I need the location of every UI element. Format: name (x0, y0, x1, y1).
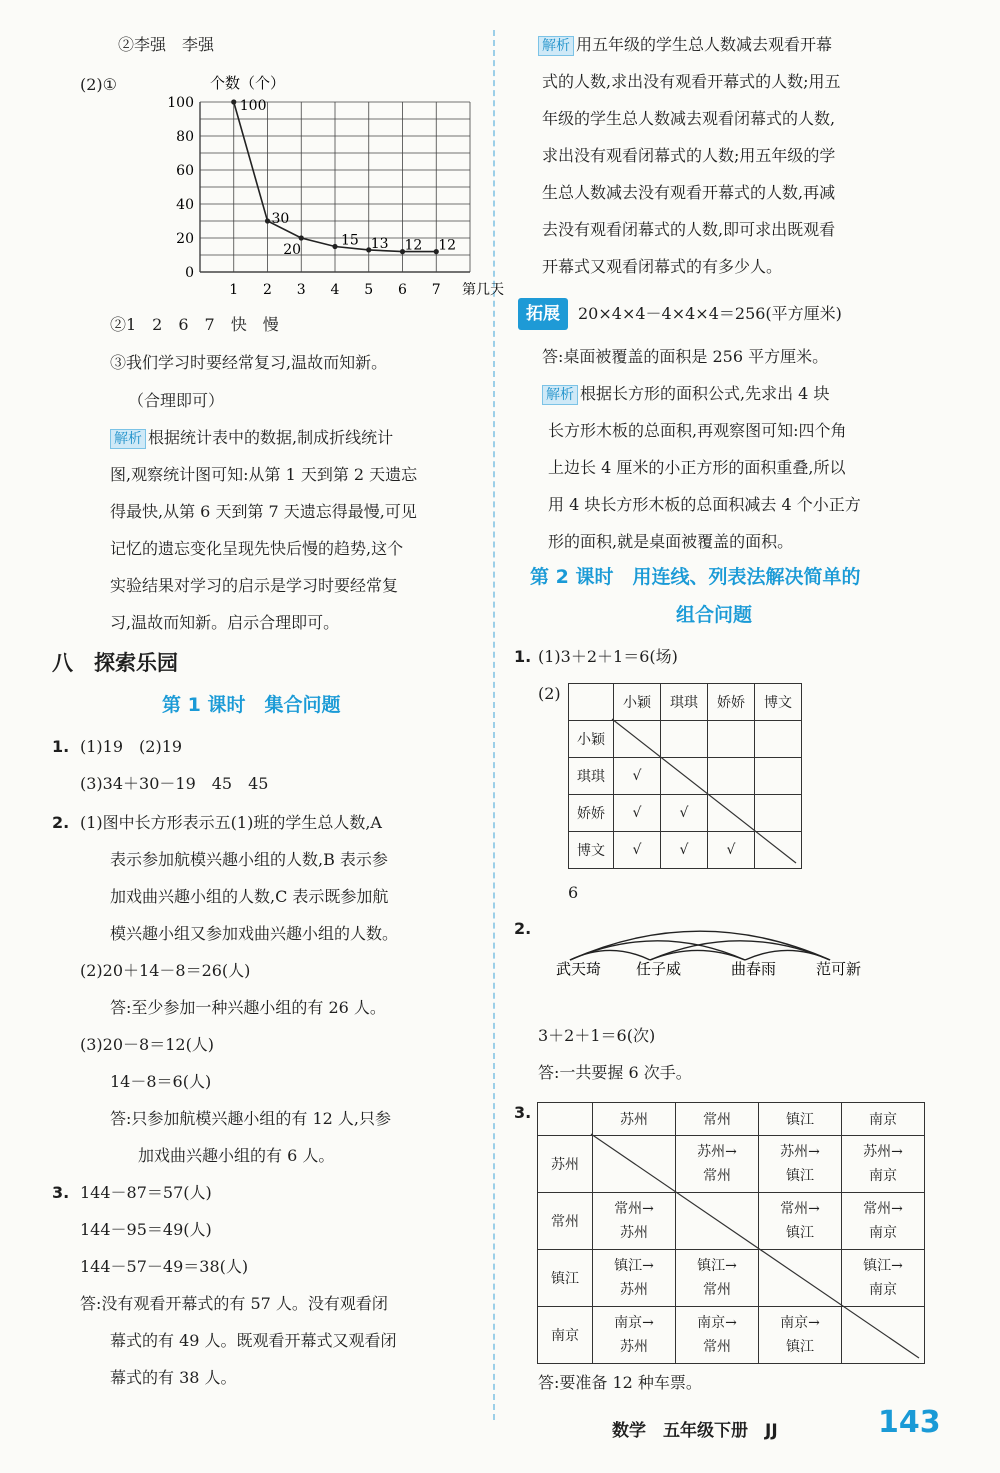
check-mark: √ (614, 832, 661, 869)
data-label: 12 (438, 237, 457, 254)
table-header: 南京 (842, 1103, 925, 1136)
table-cell (661, 758, 708, 795)
ticket-cell: 苏州→ 南京 (842, 1136, 925, 1193)
analysis-tag: 解析 (110, 429, 146, 449)
person-name: 任子威 (636, 960, 682, 978)
analysis-line: 解析 根据长方形的面积公式,先求出 4 块 (542, 383, 829, 405)
answer-line: 144－57－49＝38(人) (80, 1257, 249, 1276)
row-header: 娇娇 (569, 795, 614, 832)
handshake-diagram (536, 920, 862, 990)
footer-subject: 数学 五年级下册 JJ (612, 1421, 778, 1441)
analysis-line: 上边长 4 厘米的小正方形的面积重叠,所以 (548, 458, 846, 477)
row-header: 小颖 (569, 721, 614, 758)
analysis-tag: 解析 (542, 385, 578, 405)
data-point (299, 235, 304, 240)
lesson-title: 第 1 课时 集合问题 (162, 694, 341, 716)
analysis-line: 长方形木板的总面积,再观察图可知:四个角 (548, 421, 847, 440)
table-cell (759, 1250, 842, 1307)
question-number: 2. (514, 919, 532, 938)
table-corner (569, 684, 614, 721)
table-cell (661, 721, 708, 758)
table-cell (708, 795, 755, 832)
table-cell (755, 758, 802, 795)
table-cell (755, 832, 802, 869)
check-mark: √ (614, 758, 661, 795)
analysis-tag: 解析 (538, 36, 574, 56)
lesson-title: 第 2 课时 用连线、列表法解决简单的 (530, 566, 861, 588)
check-mark: √ (614, 795, 661, 832)
data-point (231, 99, 236, 104)
analysis-line: 得最快,从第 6 天到第 7 天遗忘得最慢,可见 (110, 502, 417, 521)
answer-line: ②1 2 6 7 快 慢 (110, 315, 279, 334)
table-corner (538, 1103, 593, 1136)
answer-line: 答:至少参加一种兴趣小组的有 26 人。 (110, 998, 386, 1017)
data-label: 30 (271, 211, 290, 227)
y-tick-label: 40 (176, 197, 194, 213)
table-cell (755, 795, 802, 832)
table-header: 小颖 (614, 684, 661, 721)
question-number: 3. (514, 1103, 532, 1122)
x-tick-label: 4 (330, 282, 340, 298)
table-cell (708, 758, 755, 795)
answer-line: (1)19 (2)19 (80, 737, 183, 756)
analysis-line: 解析 根据统计表中的数据,制成折线统计 (110, 427, 393, 449)
analysis-line: 用 4 块长方形木板的总面积减去 4 个小正方 (548, 495, 861, 514)
row-header: 常州 (538, 1193, 593, 1250)
y-axis-label: 个数（个） (210, 74, 286, 92)
answer-line: 表示参加航模兴趣小组的人数,B 表示参 (110, 850, 388, 869)
question-number: 3. (52, 1183, 70, 1202)
answer-line: 加戏曲兴趣小组的有 6 人。 (138, 1146, 335, 1165)
analysis-line: 实验结果对学习的启示是学习时要经常复 (110, 576, 399, 595)
table-cell (755, 721, 802, 758)
ticket-cell: 南京→ 苏州 (593, 1307, 676, 1364)
analysis-line: 图,观察统计图可知:从第 1 天到第 2 天遗忘 (110, 465, 418, 484)
y-tick-label: 80 (176, 129, 194, 145)
analysis-line: 求出没有观看闭幕式的人数;用五年级的学 (542, 146, 836, 165)
x-tick-label: 3 (296, 282, 306, 298)
ticket-cell: 常州→ 苏州 (593, 1193, 676, 1250)
answer-line: (3)34＋30－19 45 45 (80, 774, 269, 793)
answer-line: 答:只参加航模兴趣小组的有 12 人,只参 (110, 1109, 392, 1128)
x-tick-label: 1 (229, 282, 239, 298)
analysis-line: 解析 用五年级的学生总人数减去观看开幕 (538, 34, 832, 56)
data-label: 12 (404, 237, 423, 254)
x-tick-label: 7 (431, 282, 441, 298)
data-label: 13 (370, 235, 389, 252)
answer-line: 幕式的有 38 人。 (110, 1368, 237, 1387)
match-table (568, 683, 802, 869)
answer-line: ②李强 李强 (118, 35, 215, 54)
row-header: 镇江 (538, 1250, 593, 1307)
y-tick-label: 100 (167, 95, 194, 111)
connection-arc (650, 950, 745, 960)
answer-line: (1)图中长方形表示五(1)班的学生总人数,A (80, 813, 382, 832)
check-mark: √ (661, 795, 708, 832)
ticket-table (537, 1102, 925, 1364)
person-name: 曲春雨 (731, 960, 777, 978)
table-header: 娇娇 (708, 684, 755, 721)
y-tick-label: 0 (185, 265, 194, 281)
row-header: 南京 (538, 1307, 593, 1364)
data-point (332, 244, 337, 249)
line-chart (110, 74, 510, 299)
check-mark: √ (661, 832, 708, 869)
ticket-cell: 南京→ 镇江 (759, 1307, 842, 1364)
ticket-cell: 镇江→ 南京 (842, 1250, 925, 1307)
extension-tag: 拓展 (518, 298, 568, 330)
x-axis-label: 第几天 (462, 282, 504, 298)
data-label: 100 (239, 98, 267, 114)
table-cell (708, 721, 755, 758)
analysis-line: 习,温故而知新。启示合理即可。 (110, 613, 340, 632)
question-number: 2. (52, 813, 70, 832)
answer-line: 加戏曲兴趣小组的人数,C 表示既参加航 (110, 887, 389, 906)
table-cell (676, 1193, 759, 1250)
answer-line: 3＋2＋1＝6(次) (538, 1026, 656, 1045)
table-header: 苏州 (593, 1103, 676, 1136)
check-mark: √ (708, 832, 755, 869)
answer-line: 14－8＝6(人) (110, 1072, 212, 1091)
answer-line: ③我们学习时要经常复习,温故而知新。 (110, 353, 388, 372)
analysis-line: 记忆的遗忘变化呈现先快后慢的趋势,这个 (110, 539, 404, 558)
answer-line: （合理即可） (128, 391, 225, 410)
data-point (265, 218, 270, 223)
answer-line: 模兴趣小组又参加戏曲兴趣小组的人数。 (110, 924, 399, 943)
table-cell (614, 721, 661, 758)
answer-line: (2) (538, 684, 561, 703)
table-cell (842, 1307, 925, 1364)
ticket-cell: 镇江→ 苏州 (593, 1250, 676, 1307)
answer-line: 144－95＝49(人) (80, 1220, 212, 1239)
answer-line: 答:没有观看开幕式的有 57 人。没有观看闭 (80, 1294, 388, 1313)
x-tick-label: 5 (364, 282, 374, 298)
answer-line: 幕式的有 49 人。既观看开幕式又观看闭 (110, 1331, 397, 1350)
row-header: 苏州 (538, 1136, 593, 1193)
row-header: 博文 (569, 832, 614, 869)
table-header: 琪琪 (661, 684, 708, 721)
ticket-cell: 南京→ 常州 (676, 1307, 759, 1364)
analysis-line: 年级的学生总人数减去观看闭幕式的人数, (542, 109, 836, 128)
row-header: 琪琪 (569, 758, 614, 795)
answer-line: 144－87＝57(人) (80, 1183, 212, 1202)
extension-line: 拓展 20×4×4－4×4×4＝256(平方厘米) (518, 298, 842, 330)
ticket-cell: 常州→ 南京 (842, 1193, 925, 1250)
y-tick-label: 60 (176, 163, 194, 179)
ticket-cell: 苏州→ 镇江 (759, 1136, 842, 1193)
answer-line: 答:桌面被覆盖的面积是 256 平方厘米。 (542, 347, 829, 366)
x-tick-label: 6 (398, 282, 407, 298)
ticket-cell: 镇江→ 常州 (676, 1250, 759, 1307)
x-tick-label: 2 (263, 282, 272, 298)
table-header: 镇江 (759, 1103, 842, 1136)
analysis-line: 式的人数,求出没有观看开幕式的人数;用五 (542, 72, 841, 91)
person-name: 武天琦 (556, 960, 602, 978)
ticket-cell: 常州→ 镇江 (759, 1193, 842, 1250)
table-header: 博文 (755, 684, 802, 721)
analysis-line: 生总人数减去没有观看开幕式的人数,再减 (542, 183, 836, 202)
answer-line: (1)3＋2＋1＝6(场) (538, 647, 678, 666)
answer-line: 答:要准备 12 种车票。 (538, 1373, 702, 1392)
analysis-line: 开幕式又观看闭幕式的有多少人。 (542, 257, 783, 276)
page-number: 143 (878, 1405, 941, 1440)
answer-line: (2)20＋14－8＝26(人) (80, 961, 251, 980)
analysis-line: 形的面积,就是桌面被覆盖的面积。 (548, 532, 794, 551)
y-tick-label: 20 (176, 231, 194, 247)
data-label: 15 (341, 232, 359, 249)
lesson-title-cont: 组合问题 (676, 604, 753, 626)
answer-line: 答:一共要握 6 次手。 (538, 1063, 692, 1082)
ticket-cell: 苏州→ 常州 (676, 1136, 759, 1193)
answer-line: 6 (568, 883, 579, 902)
question-number: 1. (514, 647, 532, 666)
table-header: 常州 (676, 1103, 759, 1136)
chapter-title: 八 探索乐园 (52, 651, 178, 675)
table-cell (593, 1136, 676, 1193)
data-label: 20 (283, 242, 302, 258)
chart-label: (2)① (80, 75, 118, 94)
answer-line: (3)20－8＝12(人) (80, 1035, 215, 1054)
analysis-line: 去没有观看闭幕式的人数,即可求出既观看 (542, 220, 836, 239)
question-number: 1. (52, 737, 70, 756)
person-name: 范可新 (816, 960, 862, 978)
